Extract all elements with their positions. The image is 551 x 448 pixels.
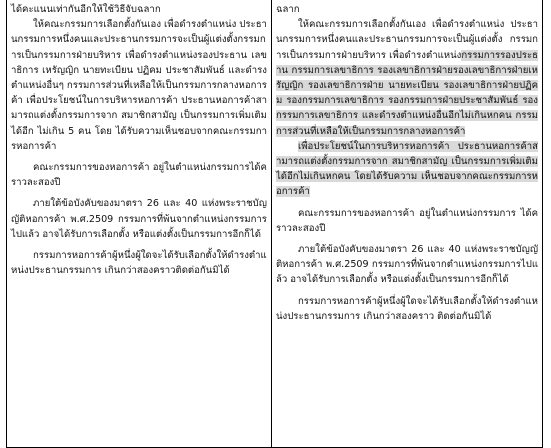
right-paragraph-3: คณะกรรมการของหอการค้า อยู่ในตำแหน่งกรรมการ ได้คราวละสองปี <box>275 207 538 234</box>
left-paragraph-4: ภายใต้ข้อบังคับของมาตรา 26 และ 40 แห่งพระราชบัญญัติหอการค้า พ.ศ.2509 กรรมการที่พ้นจากตำแหน่งกรรมการไปแล้ว อาจได้รับการเลือกตั้ง หรือแต่งตั้งเป็นกรรมการอีกก็ได้ <box>11 198 267 240</box>
right-paragraph-intro: ฉลาก <box>275 4 300 15</box>
right-paragraph-1-text: ให้คณะกรรมการเลือกตั้งกันเอง เพื่อดำรงตำแหน่ง ประธานกรรมการหนึ่งคนและประธานกรรมการจะเป็นผู้แต่งตั้ง กรรมการเป็นกรรมการฝ่ายบริหาร เพื่อดำรงตำแหน่ง <box>275 19 538 61</box>
comparison-table <box>6 0 543 448</box>
left-paragraph-5: กรรมการหอการค้าผู้หนึ่งผู้ใดจะได้รับเลือกตั้งให้ดำรงตำแหน่งประธานกรรมการ เกินกว่าสองคราวติดต่อกันมิได้ <box>11 250 267 277</box>
right-paragraph-4: ภายใต้ข้อบังคับของมาตรา 26 และ 40 แห่งพระราชบัญญัติหอการค้า พ.ศ.2509 กรรมการที่พ้นจากตำแหน่งกรรมการไปแล้ว อาจได้รับการเลือกตั้ง หรือแต่งตั้งเป็นกรรมการอีกก็ได้ <box>275 244 538 286</box>
left-paragraph-3: คณะกรรมการของหอการค้า อยู่ในตำแหน่งกรรมการได้คราวละสองปี <box>11 162 267 189</box>
right-paragraph-1-highlight: กรรมการรองประธาน กรรมการเลขาธิการ รองเลขาธิการฝ่ายรองเลขาธิการฝ่ายเหรัญญิก รองเลขาธิการฝ่าย นายทะเบียน รองเลขาธิการฝ่ายปฏิคม รองกรรมการเลขาธิการ รองกรรมการฝ่ายประชาสัมพันธ์ รองกรรมการเลขาธิการ และดำรงตำแหน่งอื่นอีกไม่เกินหกคน กรรมการส่วนที่เหลือให้เป็นกรรมการกลางหอการค้า <box>275 49 538 137</box>
right-paragraph-2 <box>276 139 538 200</box>
right-paragraph-1 <box>276 17 538 139</box>
right-cell-amended <box>271 0 542 448</box>
left-paragraph-1: ได้คะแนนเท่ากันอีกให้ใช้วิธีจับฉลาก <box>11 4 161 15</box>
right-paragraph-5: กรรมการหอการค้าผู้หนึ่งผู้ใดจะได้รับเลือกตั้งให้ดำรงตำแหน่งประธานกรรมการ เกินกว่าสองคราว ติดต่อกันมิได้ <box>275 295 539 322</box>
left-paragraph-2: ให้คณะกรรมการเลือกตั้งกันเอง เพื่อดำรงตำแหน่ง ประธานกรรมการหนึ่งคนและประธานกรรมการจะเป็นผู้แต่งตั้งกรรมการเป็นกรรมการฝ่ายบริหาร เพื่อดำรงตำแหน่งรองประธาน เลขาธิการ เหรัญญิก นายทะเบียน ปฏิคม ประชาสัมพันธ์ และดำรงตำแหน่งอื่นๆ กรรมการส่วนที่เหลือให้เป็นกรรมการกลางหอการค้า เพื่อประโยชน์ในการบริหารหอการค้า ประธานหอการค้าสามารถแต่งตั้งกรรมการจาก สมาชิกสามัญ เป็นกรรมการเพิ่มเติมได้อีก ไม่เกิน 5 คน โดย ได้รับความเห็นชอบจากคณะกรรมการหอการค้า <box>11 19 267 152</box>
left-cell-original <box>7 0 272 448</box>
right-paragraph-2-highlight: เพื่อประโยชน์ในการบริหารหอการค้า ประธานหอการค้าสามารถแต่งตั้งกรรมการจาก สมาชิกสามัญ เป็นกรรมการเพิ่มเติมได้อีกไม่เกินหกคน โดยได้รับความ เห็นชอบจากคณะกรรมการหอการค้า <box>275 140 538 198</box>
table-row <box>7 0 543 448</box>
